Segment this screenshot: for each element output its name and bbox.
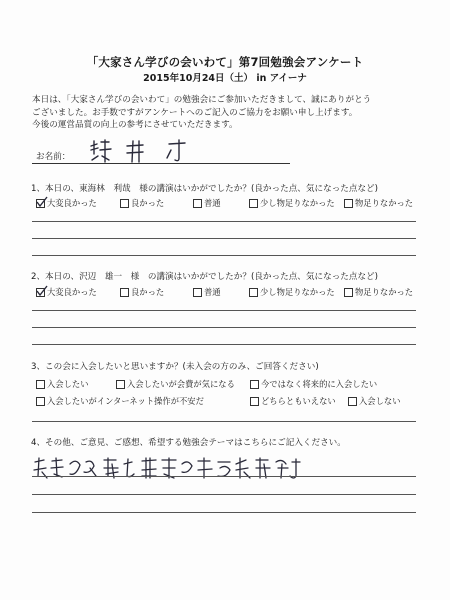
answer-line [32,327,416,328]
checkbox[interactable] [120,199,129,208]
q3-options-row-1 [36,378,436,390]
checkbox[interactable] [249,288,258,297]
answer-line [32,421,416,422]
q3-option-6[interactable] [348,395,401,407]
question-2: 2、本日の、沢辺 雄一 様 の講演はいかがでしたか？(良かった点、気になった点など) [31,272,378,282]
checkbox[interactable] [193,199,202,208]
intro-text [32,94,432,132]
handwritten-signature [87,138,197,166]
q1-option-3-label: 普通 [204,198,221,208]
q2-option-1[interactable] [36,286,97,298]
checkbox[interactable] [348,397,357,406]
answer-line [32,344,416,345]
answer-line [32,476,416,477]
q2-option-5-label: 物足りなかった [355,287,414,297]
checkbox[interactable] [250,380,259,389]
answer-line [32,494,416,495]
question-3: 3、この会に入会したいと思いますか？(未入会の方のみ、ご回答ください) [31,362,319,372]
q1-option-2[interactable] [120,197,164,209]
q3-option-5[interactable] [250,395,336,407]
q3-option-2-label: 入会したいが会費が気になる [127,379,235,389]
q1-option-1-label: 大変良かった [47,198,97,208]
q3-option-1-label: 入会したい [47,379,89,389]
answer-line [32,238,416,239]
checkbox[interactable] [36,380,45,389]
q3-option-6-label: 入会しない [359,396,401,406]
checkbox[interactable] [344,288,353,297]
answer-line [32,512,416,513]
q1-option-3[interactable] [193,197,221,209]
q3-option-3[interactable] [250,378,377,390]
answer-line [32,310,416,311]
name-underline [32,163,290,164]
intro-line-3: 今後の運営品質の向上の参考にさせていただきます。 [32,120,238,130]
q2-option-2[interactable] [120,286,164,298]
q2-option-3[interactable] [193,286,221,298]
q1-option-2-label: 良かった [131,198,165,208]
q1-option-5[interactable] [344,197,413,209]
checkbox[interactable] [36,288,45,297]
q2-option-2-label: 良かった [131,287,165,297]
checkbox[interactable] [250,397,259,406]
q3-option-4-label: 入会したいがインターネット操作が不安だ [47,396,204,406]
q3-options-row-2 [36,395,436,407]
page-subtitle: 2015年10月24日（土） in アイーナ [143,73,307,84]
q2-option-4[interactable] [249,286,335,298]
question-1: 1、本日の、東海林 利哉 様の講演はいかがでしたか？(良かった点、気になった点など) [31,184,378,194]
q1-option-1[interactable] [36,197,97,209]
answer-line [32,221,416,222]
checkbox[interactable] [116,380,125,389]
checkbox[interactable] [193,288,202,297]
checkbox[interactable] [120,288,129,297]
intro-line-1: 本日は、「大家さん学びの会いわて」の勉強会にご参加いただきまして、誠にありがとう [32,95,372,105]
q2-options [36,286,436,298]
q1-option-4[interactable] [249,197,335,209]
checkbox[interactable] [36,397,45,406]
q3-option-2[interactable] [116,378,235,390]
answer-line [32,255,416,256]
q3-option-3-label: 今ではなく将来的に入会したい [261,379,378,389]
q1-options [36,197,436,209]
intro-line-2: ございました。お手数ですがアンケートへのご記入のご協力をお願い申し上げます。 [32,107,358,118]
q3-option-4[interactable] [36,395,204,407]
handwritten-comment [32,456,302,482]
checkbox[interactable] [36,199,45,208]
q2-option-5[interactable] [344,286,413,298]
check-mark-icon [36,196,48,208]
page-title: 「大家さん学びの会いわて」第7回勉強会アンケート [86,55,364,69]
name-field[interactable] [32,144,292,164]
checkbox[interactable] [249,199,258,208]
q2-option-1-label: 大変良かった [47,287,97,297]
checkbox[interactable] [344,199,353,208]
q2-option-3-label: 普通 [204,287,221,297]
q2-option-4-label: 少し物足りなかった [260,287,335,297]
q3-option-1[interactable] [36,378,89,390]
q1-option-4-label: 少し物足りなかった [260,198,335,208]
check-mark-icon [36,285,48,297]
question-4: 4、その他、ご意見、ご感想、希望する勉強会テーマはこちらにご記入ください。 [31,438,346,448]
q3-option-5-label: どちらともいえない [261,396,336,406]
name-label: お名前： [36,152,71,162]
q1-option-5-label: 物足りなかった [355,198,414,208]
